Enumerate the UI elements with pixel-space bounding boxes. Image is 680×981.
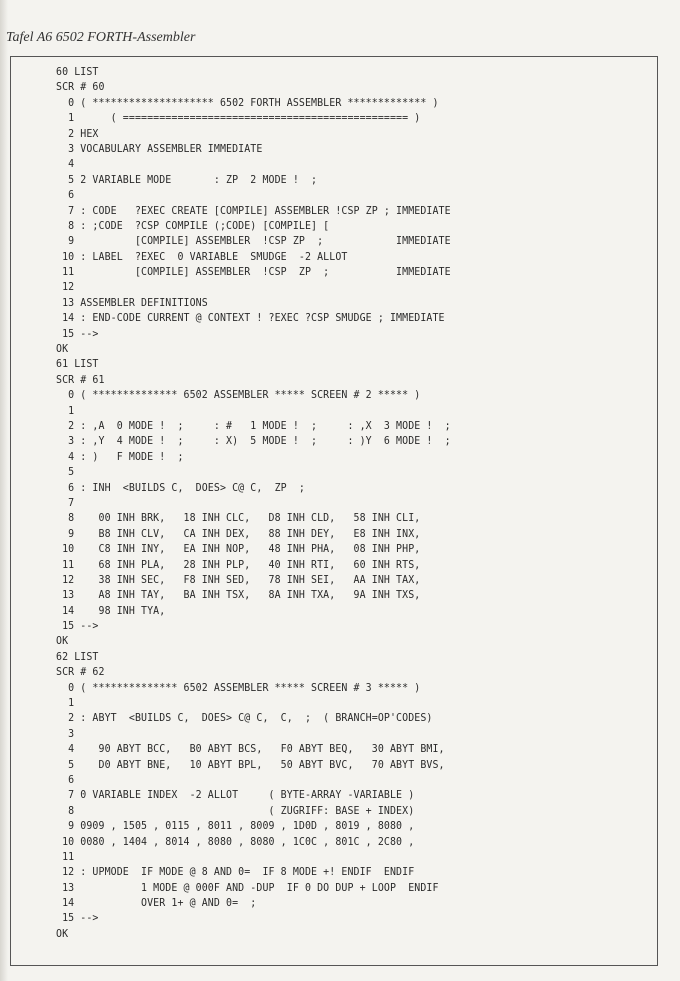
page-edge-shadow (0, 0, 8, 981)
code-line: 5 2 VARIABLE MODE : ZP 2 MODE ! ; (56, 172, 318, 186)
code-line: 12 : UPMODE IF MODE @ 8 AND 0= IF 8 MODE +! ENDIF ENDIF (56, 865, 415, 879)
code-line: 13 A8 INH TAY, BA INH TSX, 8A INH TXA, 9A INH TXS, (56, 588, 421, 602)
code-line: SCR # 60 (56, 80, 105, 94)
code-line: OK (56, 926, 69, 940)
code-line: 62 LIST (56, 649, 99, 663)
code-line: 3 : ,Y 4 MODE ! ; : X) 5 MODE ! ; : )Y 6 MODE ! ; (56, 434, 451, 448)
code-line: 12 38 INH SEC, F8 INH SED, 78 INH SEI, AA INH TAX, (56, 572, 421, 586)
code-line: 10 : LABEL ?EXEC 0 VARIABLE SMUDGE -2 ALLOT (56, 249, 348, 263)
code-line: 9 [COMPILE] ASSEMBLER !CSP ZP ; IMMEDIATE (56, 234, 451, 248)
code-line: 1 ( =============================================== ) (56, 111, 421, 125)
code-line: 3 (56, 726, 75, 740)
forth-listing (56, 64, 485, 941)
code-line: OK (56, 634, 69, 648)
code-line: 6 (56, 772, 75, 786)
code-line: 3 VOCABULARY ASSEMBLER IMMEDIATE (56, 141, 263, 155)
code-line: OK (56, 342, 69, 356)
code-line: 2 HEX (56, 126, 99, 140)
code-line: 1 (56, 696, 75, 710)
code-line: 15 --> (56, 911, 99, 925)
code-line: 0 ( ************** 6502 ASSEMBLER ***** SCREEN # 3 ***** ) (56, 680, 421, 694)
code-line: 7 0 VARIABLE INDEX -2 ALLOT ( BYTE-ARRAY -VARIABLE ) (56, 788, 415, 802)
code-line: 0 ( ************** 6502 ASSEMBLER ***** SCREEN # 2 ***** ) (56, 388, 421, 402)
code-line: 9 0909 , 1505 , 0115 , 8011 , 8009 , 1D0D , 8019 , 8080 , (56, 819, 415, 833)
code-line: 11 [COMPILE] ASSEMBLER !CSP ZP ; IMMEDIATE (56, 265, 451, 279)
code-line: 4 (56, 157, 75, 171)
code-line: 5 (56, 465, 75, 479)
code-line: 11 68 INH PLA, 28 INH PLP, 40 INH RTI, 60 INH RTS, (56, 557, 421, 571)
code-line: 10 C8 INH INY, EA INH NOP, 48 INH PHA, 08 INH PHP, (56, 542, 421, 556)
code-line: 11 (56, 849, 75, 863)
code-line: 14 98 INH TYA, (56, 603, 166, 617)
code-line: 2 : ABYT <BUILDS C, DOES> C@ C, C, ; ( BRANCH=OP'CODES) (56, 711, 433, 725)
code-line: 1 (56, 403, 75, 417)
table-caption: Tafel A6 6502 FORTH-Assembler (6, 30, 196, 45)
code-line: 15 --> (56, 619, 99, 633)
code-line: 8 : ;CODE ?CSP COMPILE (;CODE) [COMPILE] [ (56, 218, 330, 232)
code-line: 12 (56, 280, 75, 294)
code-line: SCR # 61 (56, 372, 105, 386)
code-line: 7 (56, 495, 75, 509)
code-line: 4 : ) F MODE ! ; (56, 449, 184, 463)
code-line: 2 : ,A 0 MODE ! ; : # 1 MODE ! ; : ,X 3 MODE ! ; (56, 418, 451, 432)
code-line: 6 : INH <BUILDS C, DOES> C@ C, ZP ; (56, 480, 305, 494)
code-line: 13 1 MODE @ 000F AND -DUP IF 0 DO DUP + LOOP ENDIF (56, 880, 439, 894)
code-line: 10 0080 , 1404 , 8014 , 8080 , 8080 , 1C0C , 801C , 2C80 , (56, 834, 415, 848)
code-line: 14 OVER 1+ @ AND 0= ; (56, 896, 257, 910)
code-line: 9 B8 INH CLV, CA INH DEX, 88 INH DEY, E8 INH INX, (56, 526, 421, 540)
code-line: 0 ( ******************** 6502 FORTH ASSEMBLER ************* ) (56, 95, 439, 109)
code-line: SCR # 62 (56, 665, 105, 679)
code-line: 8 ( ZUGRIFF: BASE + INDEX) (56, 803, 415, 817)
code-line: 15 --> (56, 326, 99, 340)
code-line: 8 00 INH BRK, 18 INH CLC, D8 INH CLD, 58 INH CLI, (56, 511, 421, 525)
code-line: 61 LIST (56, 357, 99, 371)
code-line: 7 : CODE ?EXEC CREATE [COMPILE] ASSEMBLER !CSP ZP ; IMMEDIATE (56, 203, 451, 217)
code-line: 5 D0 ABYT BNE, 10 ABYT BPL, 50 ABYT BVC, 70 ABYT BVS, (56, 757, 445, 771)
code-line: 60 LIST (56, 65, 99, 78)
code-line: 4 90 ABYT BCC, B0 ABYT BCS, F0 ABYT BEQ, 30 ABYT BMI, (56, 742, 445, 756)
code-line: 14 : END-CODE CURRENT @ CONTEXT ! ?EXEC ?CSP SMUDGE ; IMMEDIATE (56, 311, 445, 325)
code-line: 6 (56, 188, 75, 202)
code-line: 13 ASSEMBLER DEFINITIONS (56, 295, 208, 309)
